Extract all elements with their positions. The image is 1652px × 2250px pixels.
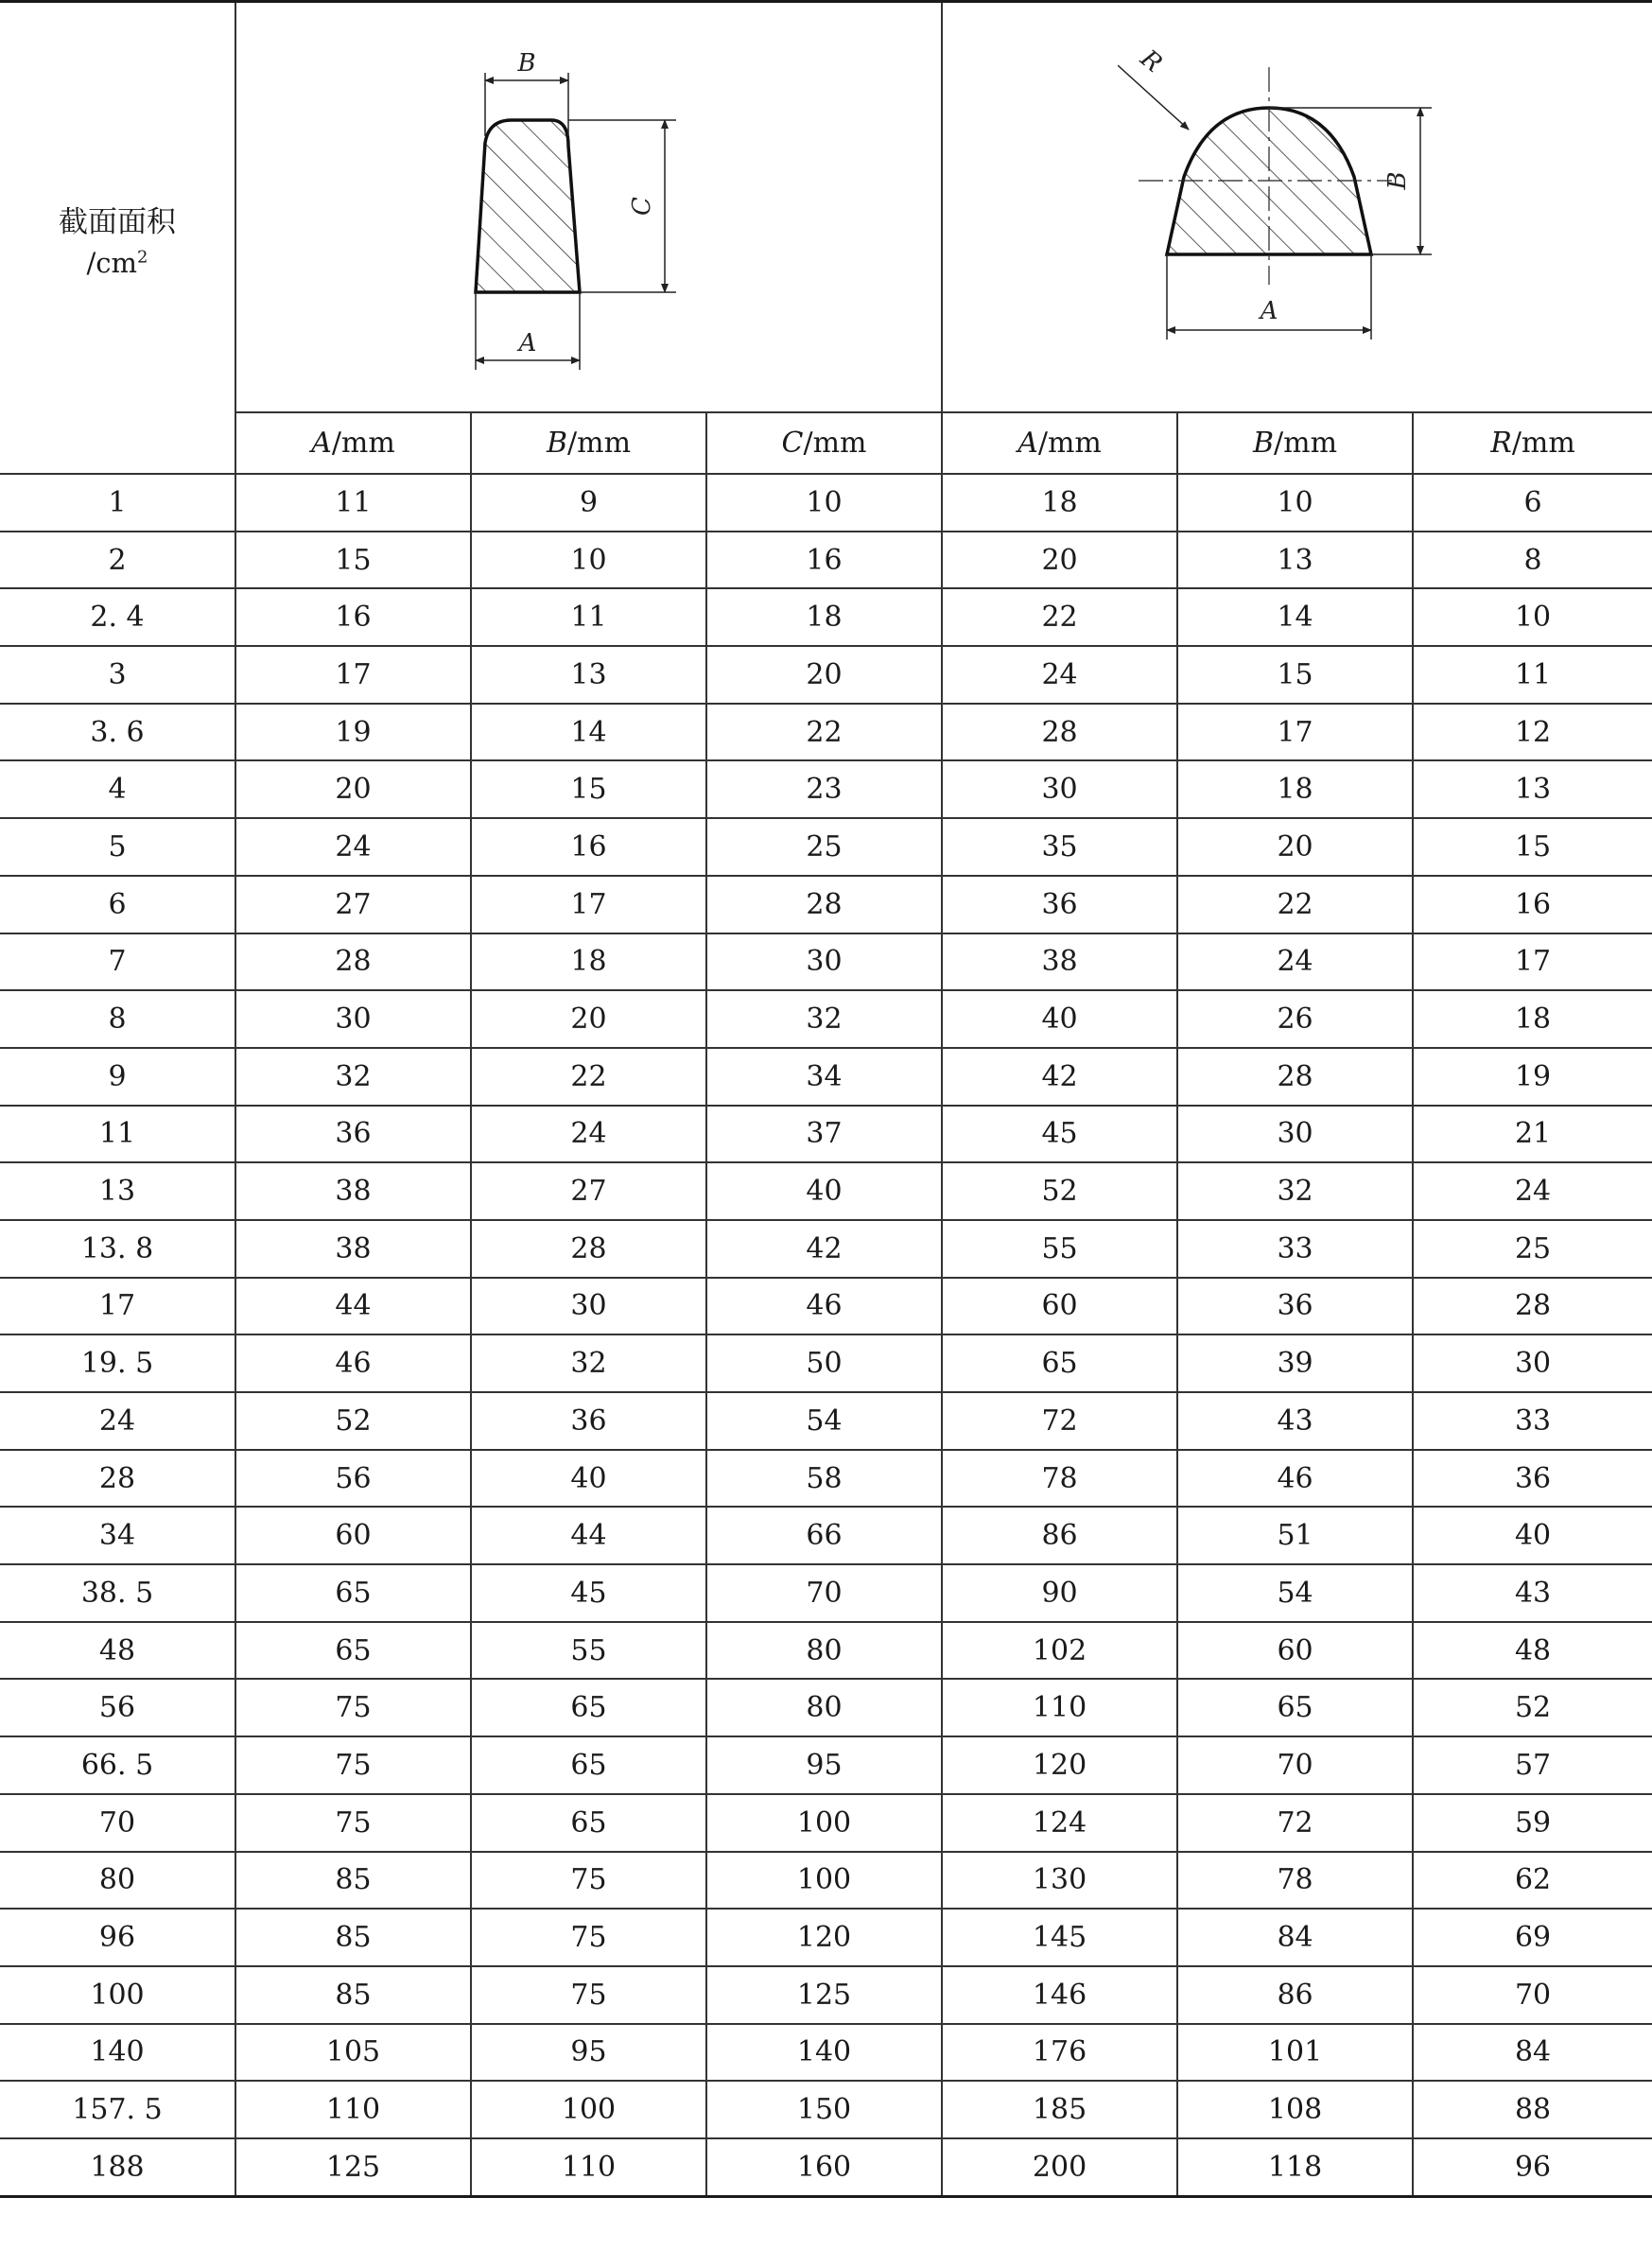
value-cell: 32: [471, 1334, 706, 1392]
value-cell: 60: [942, 1278, 1177, 1335]
value-cell: 36: [235, 1106, 471, 1163]
value-cell: 160: [706, 2138, 942, 2196]
value-cell: 18: [471, 933, 706, 991]
value-cell: 110: [471, 2138, 706, 2196]
area-cell: 13: [0, 1162, 235, 1220]
value-cell: 22: [942, 588, 1177, 646]
value-cell: 16: [235, 588, 471, 646]
value-cell: 18: [1177, 760, 1413, 818]
value-cell: 8: [1413, 532, 1652, 589]
value-cell: 40: [471, 1450, 706, 1508]
table-row: [0, 1507, 1652, 1564]
value-cell: 44: [235, 1278, 471, 1335]
area-cell: 140: [0, 2024, 235, 2082]
area-cell: 6: [0, 876, 235, 933]
value-cell: 65: [235, 1564, 471, 1622]
area-cell: 3. 6: [0, 704, 235, 761]
value-cell: 62: [1413, 1852, 1652, 1910]
value-cell: 13: [471, 646, 706, 704]
area-cell: 24: [0, 1392, 235, 1450]
value-cell: 120: [942, 1736, 1177, 1794]
value-cell: 27: [471, 1162, 706, 1220]
value-cell: 65: [471, 1736, 706, 1794]
value-cell: 22: [471, 1048, 706, 1106]
value-cell: 40: [1413, 1507, 1652, 1564]
value-cell: 52: [942, 1162, 1177, 1220]
value-cell: 50: [706, 1334, 942, 1392]
value-cell: 52: [1413, 1679, 1652, 1736]
value-cell: 32: [235, 1048, 471, 1106]
value-cell: 75: [471, 1909, 706, 1966]
value-cell: 85: [235, 1852, 471, 1910]
value-cell: 80: [706, 1679, 942, 1736]
value-cell: 13: [1413, 760, 1652, 818]
value-cell: 17: [471, 876, 706, 933]
table-row: [0, 1334, 1652, 1392]
area-cell: 1: [0, 474, 235, 532]
value-cell: 78: [1177, 1852, 1413, 1910]
value-cell: 102: [942, 1622, 1177, 1680]
table-row: [0, 1220, 1652, 1278]
value-cell: 56: [235, 1450, 471, 1508]
value-cell: 16: [706, 532, 942, 589]
col-header-c1: C/mm: [706, 412, 942, 474]
value-cell: 44: [471, 1507, 706, 1564]
value-cell: 65: [1177, 1679, 1413, 1736]
value-cell: 75: [471, 1966, 706, 2024]
value-cell: 15: [235, 532, 471, 589]
value-cell: 28: [1177, 1048, 1413, 1106]
table-row: [0, 646, 1652, 704]
value-cell: 42: [706, 1220, 942, 1278]
value-cell: 22: [1177, 876, 1413, 933]
value-cell: 70: [1413, 1966, 1652, 2024]
value-cell: 75: [235, 1794, 471, 1852]
round-figure-cell: [942, 2, 1652, 413]
value-cell: 15: [1413, 818, 1652, 876]
col-header-b2: B/mm: [1177, 412, 1413, 474]
trapezoid-section-diagram: [447, 18, 731, 396]
table-row: [0, 1736, 1652, 1794]
dimension-a-label: A: [1260, 297, 1278, 325]
value-cell: 110: [942, 1679, 1177, 1736]
value-cell: 36: [1413, 1450, 1652, 1508]
value-cell: 140: [706, 2024, 942, 2082]
value-cell: 101: [1177, 2024, 1413, 2082]
value-cell: 45: [471, 1564, 706, 1622]
trapezoid-shape: [476, 120, 580, 292]
table-row: [0, 2081, 1652, 2138]
value-cell: 176: [942, 2024, 1177, 2082]
value-cell: 85: [235, 1966, 471, 2024]
value-cell: 15: [1177, 646, 1413, 704]
value-cell: 145: [942, 1909, 1177, 1966]
value-cell: 118: [1177, 2138, 1413, 2196]
value-cell: 150: [706, 2081, 942, 2138]
table-row: [0, 532, 1652, 589]
value-cell: 43: [1413, 1564, 1652, 1622]
figure-header-row: [0, 2, 1652, 413]
table-row: [0, 474, 1652, 532]
area-cell: 4: [0, 760, 235, 818]
value-cell: 52: [235, 1392, 471, 1450]
value-cell: 100: [471, 2081, 706, 2138]
area-cell: 19. 5: [0, 1334, 235, 1392]
table-row: [0, 1794, 1652, 1852]
table-row: [0, 1622, 1652, 1680]
value-cell: 33: [1413, 1392, 1652, 1450]
value-cell: 105: [235, 2024, 471, 2082]
table-row: [0, 1048, 1652, 1106]
value-cell: 90: [942, 1564, 1177, 1622]
radius-label: R: [1135, 44, 1168, 78]
value-cell: 75: [235, 1679, 471, 1736]
value-cell: 65: [471, 1794, 706, 1852]
area-cell: 9: [0, 1048, 235, 1106]
value-cell: 24: [1177, 933, 1413, 991]
value-cell: 13: [1177, 532, 1413, 589]
value-cell: 85: [235, 1909, 471, 1966]
value-cell: 23: [706, 760, 942, 818]
area-cell: 7: [0, 933, 235, 991]
value-cell: 42: [942, 1048, 1177, 1106]
value-cell: 185: [942, 2081, 1177, 2138]
value-cell: 125: [235, 2138, 471, 2196]
value-cell: 18: [706, 588, 942, 646]
value-cell: 54: [706, 1392, 942, 1450]
value-cell: 108: [1177, 2081, 1413, 2138]
value-cell: 78: [942, 1450, 1177, 1508]
value-cell: 17: [1177, 704, 1413, 761]
table-row: [0, 1106, 1652, 1163]
value-cell: 20: [1177, 818, 1413, 876]
value-cell: 69: [1413, 1909, 1652, 1966]
value-cell: 46: [235, 1334, 471, 1392]
value-cell: 24: [471, 1106, 706, 1163]
table-row: [0, 1966, 1652, 2024]
area-cell: 2: [0, 532, 235, 589]
value-cell: 86: [942, 1507, 1177, 1564]
value-cell: 58: [706, 1450, 942, 1508]
area-cell: 66. 5: [0, 1736, 235, 1794]
value-cell: 66: [706, 1507, 942, 1564]
value-cell: 30: [235, 990, 471, 1048]
area-cell: 70: [0, 1794, 235, 1852]
value-cell: 38: [942, 933, 1177, 991]
value-cell: 65: [471, 1679, 706, 1736]
value-cell: 30: [471, 1278, 706, 1335]
value-cell: 24: [1413, 1162, 1652, 1220]
value-cell: 14: [1177, 588, 1413, 646]
value-cell: 21: [1413, 1106, 1652, 1163]
value-cell: 40: [942, 990, 1177, 1048]
value-cell: 125: [706, 1966, 942, 2024]
value-cell: 20: [235, 760, 471, 818]
value-cell: 146: [942, 1966, 1177, 2024]
column-header-row: [0, 412, 1652, 474]
table-row: [0, 1564, 1652, 1622]
table-row: [0, 1852, 1652, 1910]
value-cell: 18: [1413, 990, 1652, 1048]
value-cell: 18: [942, 474, 1177, 532]
value-cell: 22: [706, 704, 942, 761]
value-cell: 33: [1177, 1220, 1413, 1278]
dimension-c-label: C: [627, 197, 656, 216]
value-cell: 24: [235, 818, 471, 876]
value-cell: 38: [235, 1220, 471, 1278]
value-cell: 124: [942, 1794, 1177, 1852]
value-cell: 11: [235, 474, 471, 532]
value-cell: 51: [1177, 1507, 1413, 1564]
value-cell: 43: [1177, 1392, 1413, 1450]
trapezoid-figure-cell: [235, 2, 942, 413]
value-cell: 130: [942, 1852, 1177, 1910]
value-cell: 60: [235, 1507, 471, 1564]
value-cell: 17: [235, 646, 471, 704]
area-cell: 8: [0, 990, 235, 1048]
area-cell: 38. 5: [0, 1564, 235, 1622]
value-cell: 30: [1177, 1106, 1413, 1163]
value-cell: 70: [706, 1564, 942, 1622]
value-cell: 30: [706, 933, 942, 991]
value-cell: 37: [706, 1106, 942, 1163]
area-cell: 100: [0, 1966, 235, 2024]
value-cell: 11: [471, 588, 706, 646]
value-cell: 54: [1177, 1564, 1413, 1622]
table-row: [0, 760, 1652, 818]
area-cell: 34: [0, 1507, 235, 1564]
table-row: [0, 588, 1652, 646]
value-cell: 36: [471, 1392, 706, 1450]
value-cell: 55: [471, 1622, 706, 1680]
area-unit: $/cm^2$: [86, 246, 148, 279]
area-cell: 48: [0, 1622, 235, 1680]
value-cell: 120: [706, 1909, 942, 1966]
area-cell: 80: [0, 1852, 235, 1910]
value-cell: 28: [942, 704, 1177, 761]
value-cell: 30: [1413, 1334, 1652, 1392]
area-cell: 17: [0, 1278, 235, 1335]
col-header-a2: A/mm: [942, 412, 1177, 474]
table-row: [0, 1679, 1652, 1736]
value-cell: 38: [235, 1162, 471, 1220]
value-cell: 84: [1413, 2024, 1652, 2082]
value-cell: 10: [706, 474, 942, 532]
value-cell: 34: [706, 1048, 942, 1106]
value-cell: 17: [1413, 933, 1652, 991]
dimension-b-label: B: [516, 49, 536, 78]
area-label: 截面面积: [59, 204, 176, 239]
table-row: [0, 1278, 1652, 1335]
value-cell: 28: [706, 876, 942, 933]
value-cell: 32: [706, 990, 942, 1048]
table-row: [0, 990, 1652, 1048]
value-cell: 10: [1413, 588, 1652, 646]
value-cell: 46: [706, 1278, 942, 1335]
value-cell: 10: [471, 532, 706, 589]
dimension-b-label: B: [1383, 171, 1413, 190]
area-cell: 28: [0, 1450, 235, 1508]
value-cell: 65: [235, 1622, 471, 1680]
value-cell: 15: [471, 760, 706, 818]
area-cell: 2. 4: [0, 588, 235, 646]
value-cell: 39: [1177, 1334, 1413, 1392]
area-cell: 11: [0, 1106, 235, 1163]
col-header-a1: A/mm: [235, 412, 471, 474]
value-cell: 20: [706, 646, 942, 704]
value-cell: 27: [235, 876, 471, 933]
table-row: [0, 1909, 1652, 1966]
value-cell: 95: [706, 1736, 942, 1794]
value-cell: 9: [471, 474, 706, 532]
value-cell: 95: [471, 2024, 706, 2082]
value-cell: 60: [1177, 1622, 1413, 1680]
col-header-b1: B/mm: [471, 412, 706, 474]
area-cell: 56: [0, 1679, 235, 1736]
value-cell: 88: [1413, 2081, 1652, 2138]
value-cell: 11: [1413, 646, 1652, 704]
value-cell: 72: [1177, 1794, 1413, 1852]
value-cell: 36: [1177, 1278, 1413, 1335]
round-section-diagram: [1118, 18, 1477, 396]
value-cell: 20: [471, 990, 706, 1048]
value-cell: 25: [706, 818, 942, 876]
value-cell: 84: [1177, 1909, 1413, 1966]
value-cell: 59: [1413, 1794, 1652, 1852]
value-cell: 100: [706, 1794, 942, 1852]
value-cell: 100: [706, 1852, 942, 1910]
value-cell: 28: [471, 1220, 706, 1278]
value-cell: 57: [1413, 1736, 1652, 1794]
area-cell: 96: [0, 1909, 235, 1966]
value-cell: 75: [235, 1736, 471, 1794]
area-cell: 13. 8: [0, 1220, 235, 1278]
table-row: [0, 704, 1652, 761]
value-cell: 86: [1177, 1966, 1413, 2024]
area-cell: 3: [0, 646, 235, 704]
area-header-cell: [0, 2, 235, 475]
value-cell: 45: [942, 1106, 1177, 1163]
value-cell: 16: [471, 818, 706, 876]
value-cell: 28: [235, 933, 471, 991]
area-cell: 188: [0, 2138, 235, 2196]
table-row: [0, 1162, 1652, 1220]
value-cell: 24: [942, 646, 1177, 704]
dimension-a-label: A: [518, 329, 536, 358]
value-cell: 96: [1413, 2138, 1652, 2196]
value-cell: 26: [1177, 990, 1413, 1048]
value-cell: 10: [1177, 474, 1413, 532]
value-cell: 65: [942, 1334, 1177, 1392]
value-cell: 55: [942, 1220, 1177, 1278]
value-cell: 20: [942, 532, 1177, 589]
table-row: [0, 2138, 1652, 2196]
radius-leader-line: [1118, 65, 1189, 130]
table-row: [0, 933, 1652, 991]
table-row: [0, 2024, 1652, 2082]
value-cell: 46: [1177, 1450, 1413, 1508]
table-row: [0, 818, 1652, 876]
value-cell: 12: [1413, 704, 1652, 761]
value-cell: 80: [706, 1622, 942, 1680]
col-header-r2: R/mm: [1413, 412, 1652, 474]
value-cell: 28: [1413, 1278, 1652, 1335]
value-cell: 19: [1413, 1048, 1652, 1106]
value-cell: 30: [942, 760, 1177, 818]
value-cell: 19: [235, 704, 471, 761]
value-cell: 6: [1413, 474, 1652, 532]
value-cell: 110: [235, 2081, 471, 2138]
value-cell: 25: [1413, 1220, 1652, 1278]
value-cell: 14: [471, 704, 706, 761]
value-cell: 32: [1177, 1162, 1413, 1220]
value-cell: 75: [471, 1852, 706, 1910]
value-cell: 200: [942, 2138, 1177, 2196]
area-cell: 5: [0, 818, 235, 876]
table-row: [0, 1392, 1652, 1450]
area-cell: 157. 5: [0, 2081, 235, 2138]
value-cell: 72: [942, 1392, 1177, 1450]
table-row: [0, 1450, 1652, 1508]
value-cell: 48: [1413, 1622, 1652, 1680]
value-cell: 36: [942, 876, 1177, 933]
table-row: [0, 876, 1652, 933]
value-cell: 40: [706, 1162, 942, 1220]
value-cell: 70: [1177, 1736, 1413, 1794]
value-cell: 35: [942, 818, 1177, 876]
value-cell: 16: [1413, 876, 1652, 933]
